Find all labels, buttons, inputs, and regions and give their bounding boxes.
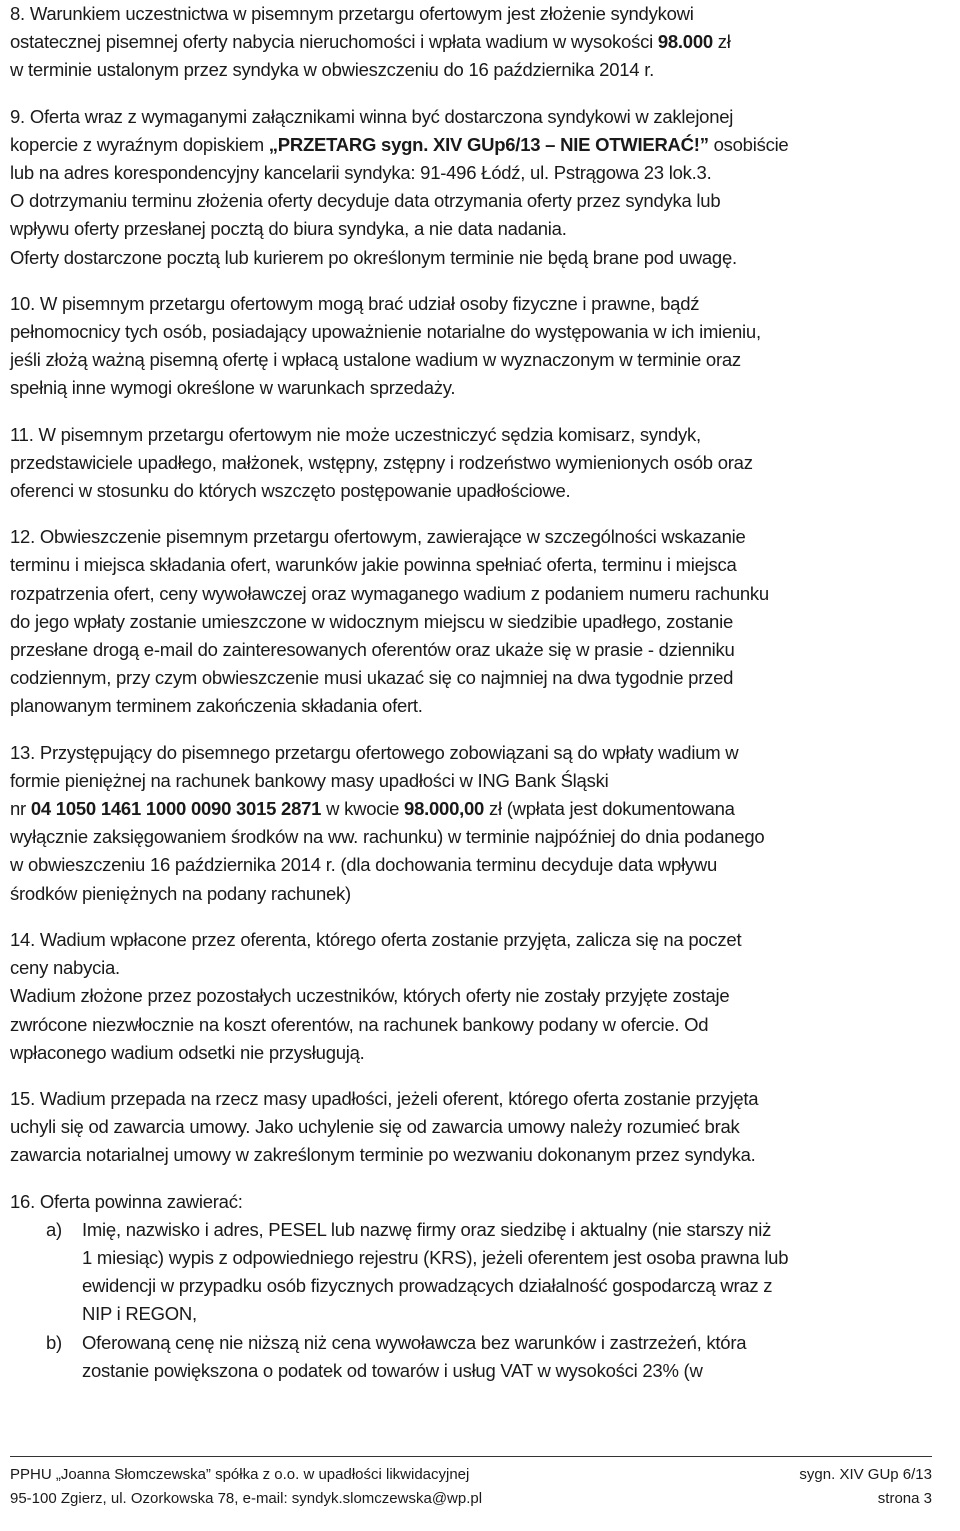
envelope-marking: „PRZETARG sygn. XIV GUp6/13 – NIE OTWIERAĆ!”: [268, 133, 709, 155]
wadium-amount: 98.000,00: [404, 798, 485, 820]
document-page: [10, 0, 950, 1385]
list-item-b: [10, 1329, 950, 1385]
paragraph-line: Wadium złożone przez pozostałych uczestników, których oferty nie zostały przyjęte zostaje: [10, 985, 730, 1007]
paragraph-line: lub na adres korespondencyjny kancelarii syndyka: 91-496 Łódź, ul. Pstrągowa 23 lok.3.: [10, 162, 712, 184]
paragraph-line: wpływu oferty przesłanej pocztą do biura syndyka, a nie data nadania.: [10, 218, 567, 240]
list-marker: a): [46, 1218, 62, 1240]
paragraph-line: w terminie ustalonym przez syndyka w obwieszczeniu do 16 października 2014 r.: [10, 59, 654, 81]
paragraph-line: 15. Wadium przepada na rzecz masy upadłości, jeżeli oferent, którego oferta zostanie przyjęta: [10, 1087, 759, 1109]
paragraph-14: [10, 926, 950, 1067]
paragraph-line: 13. Przystępujący do pisemnego przetargu ofertowego zobowiązani są do wpłaty wadium w: [10, 741, 739, 763]
bank-account-number: 04 1050 1461 1000 0090 3015 2871: [30, 798, 322, 820]
list-item-line: 1 miesiąc) wypis z odpowiedniego rejestru (KRS), jeżeli oferentem jest osoba prawna lub: [82, 1246, 789, 1268]
paragraph-line: przedstawiciele upadłego, małżonek, wstępny, zstępny i rodzeństwo wymienionych osób oraz: [10, 451, 753, 473]
paragraph-line: wyłącznie zaksięgowaniem środków na ww. rachunku) w terminie najpóźniej do dnia podanego: [10, 826, 765, 848]
paragraph-line: terminu i miejsca składania ofert, warunków jakie powinna spełniać oferta, terminu i miejsca: [10, 554, 737, 576]
paragraph-line: rozpatrzenia ofert, ceny wywoławczej oraz wymaganego wadium z podaniem numeru rachunku: [10, 582, 769, 604]
paragraph-line: 16. Oferta powinna zawierać:: [10, 1190, 243, 1212]
paragraph-15: [10, 1085, 950, 1170]
paragraph-9: [10, 103, 950, 272]
list-item-a: [10, 1216, 950, 1329]
paragraph-16: [10, 1188, 950, 1385]
wadium-amount: 98.000: [657, 31, 713, 53]
paragraph-line: 10. W pisemnym przetargu ofertowym mogą brać udział osoby fizyczne i prawne, bądź: [10, 292, 700, 314]
paragraph-12: [10, 523, 950, 720]
paragraph-line: O dotrzymaniu terminu złożenia oferty decyduje data otrzymania oferty przez syndyka lub: [10, 190, 721, 212]
paragraph-line: kopercie z wyraźnym dopiskiem „PRZETARG sygn. XIV GUp6/13 – NIE OTWIERAĆ!” osobiście: [10, 133, 789, 155]
paragraph-10: [10, 290, 950, 403]
footer-company: PPHU „Joanna Słomczewska” spółka z o.o. w upadłości likwidacyjnej: [10, 1466, 470, 1483]
list-item-line: Oferowaną cenę nie niższą niż cena wywoławcza bez warunków i zastrzeżeń, która: [82, 1331, 747, 1353]
paragraph-line: oferenci w stosunku do których wszczęto postępowanie upadłościowe.: [10, 480, 571, 502]
paragraph-line: Oferty dostarczone pocztą lub kurierem po określonym terminie nie będą brane pod uwagę.: [10, 246, 737, 268]
paragraph-line: nr 04 1050 1461 1000 0090 3015 2871 w kwocie 98.000,00 zł (wpłata jest dokumentowana: [10, 798, 735, 820]
footer-row: [10, 1463, 932, 1487]
list-item-line: Imię, nazwisko i adres, PESEL lub nazwę firmy oraz siedzibę i aktualny (nie starszy niż: [82, 1218, 772, 1240]
paragraph-line: uchyli się od zawarcia umowy. Jako uchylenie się od zawarcia umowy należy rozumieć brak: [10, 1116, 740, 1138]
paragraph-line: środków pieniężnych na podany rachunek): [10, 882, 351, 904]
paragraph-line: 8. Warunkiem uczestnictwa w pisemnym przetargu ofertowym jest złożenie syndykowi: [10, 3, 694, 24]
list-item-line: ewidencji w przypadku osób fizycznych prowadzących działalność gospodarczą wraz z: [82, 1275, 773, 1297]
paragraph-line: w obwieszczeniu 16 października 2014 r. (dla dochowania terminu decyduje data wpływu: [10, 854, 718, 876]
paragraph-line: 12. Obwieszczenie pisemnym przetargu ofertowym, zawierające w szczególności wskazanie: [10, 526, 746, 548]
paragraph-line: jeśli złożą ważną pisemną ofertę i wpłacą ustalone wadium w wyznaczonym w terminie oraz: [10, 349, 741, 371]
paragraph-line: ostatecznej pisemnej oferty nabycia nieruchomości i wpłata wadium w wysokości 98.000 zł: [10, 31, 731, 53]
paragraph-line: zwrócone niezwłocznie na koszt oferentów, na rachunek bankowy podany w ofercie. Od: [10, 1013, 709, 1035]
paragraph-line: zawarcia notarialnej umowy w zakreślonym terminie po wezwaniu dokonanym przez syndyka.: [10, 1144, 756, 1166]
paragraph-line: 14. Wadium wpłacone przez oferenta, którego oferta zostanie przyjęta, zalicza się na poczet: [10, 928, 742, 950]
paragraph-line: wpłaconego wadium odsetki nie przysługują.: [10, 1041, 365, 1063]
paragraph-line: spełnią inne wymogi określone w warunkach sprzedaży.: [10, 377, 456, 399]
paragraph-line: planowanym terminem zakończenia składania ofert.: [10, 695, 423, 717]
list-marker: b): [46, 1331, 62, 1353]
paragraph-line: 11. W pisemnym przetargu ofertowym nie może uczestniczyć sędzia komisarz, syndyk,: [10, 423, 701, 445]
list-item-line: NIP i REGON,: [82, 1303, 197, 1325]
footer-case-number: sygn. XIV GUp 6/13: [799, 1466, 932, 1483]
paragraph-line: ceny nabycia.: [10, 957, 120, 979]
page-number: strona 3: [877, 1490, 932, 1507]
list-item-line: zostanie powiększona o podatek od towarów i usług VAT w wysokości 23% (w: [82, 1359, 703, 1381]
paragraph-13: [10, 739, 950, 908]
paragraph-line: przesłane drogą e-mail do zainteresowanych oferentów oraz ukaże się w prasie - dzienniku: [10, 639, 735, 661]
footer-address: 95-100 Zgierz, ul. Ozorkowska 78, e-mail: syndyk.slomczewska@wp.pl: [10, 1490, 483, 1507]
paragraph-line: formie pieniężnej na rachunek bankowy masy upadłości w ING Bank Śląski: [10, 769, 609, 791]
paragraph-line: 9. Oferta wraz z wymaganymi załącznikami winna być dostarczona syndykowi w zaklejonej: [10, 105, 734, 127]
paragraph-8: [10, 0, 950, 85]
paragraph-line: codziennym, przy czym obwieszczenie musi ukazać się co najmniej na dwa tygodnie przed: [10, 667, 734, 689]
footer-row: [10, 1487, 932, 1511]
paragraph-line: do jego wpłaty zostanie umieszczone w widocznym miejscu w siedzibie upadłego, zostanie: [10, 610, 733, 632]
page-footer: [10, 1456, 932, 1511]
paragraph-line: pełnomocnicy tych osób, posiadający upoważnienie notarialne do występowania w ich imieniu,: [10, 321, 761, 343]
paragraph-11: [10, 421, 950, 506]
